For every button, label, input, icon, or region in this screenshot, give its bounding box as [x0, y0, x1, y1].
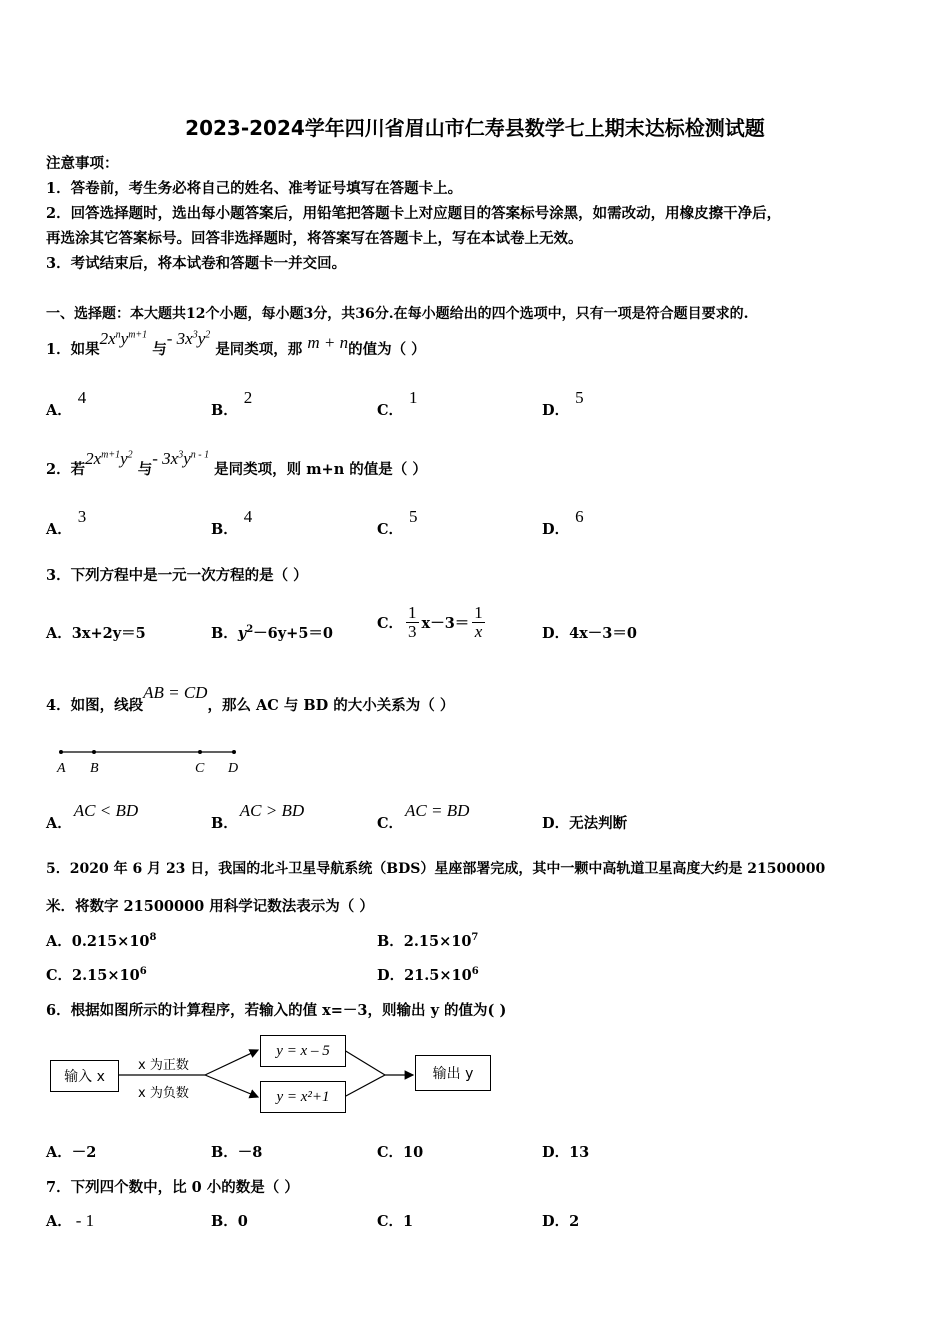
- q5-option-c[interactable]: C．$2.15\times 10^6$: [46, 966, 147, 984]
- q3-option-a[interactable]: A．3x+2y＝5: [46, 625, 146, 642]
- label-c: C: [195, 761, 205, 776]
- question-4: 4．如图，线段AB = CD，那么 AC 与 BD 的大小关系为（ ）: [46, 683, 455, 714]
- label-b: B: [90, 761, 99, 776]
- flow-negative-label: x 为负数: [138, 1086, 189, 1101]
- q1-option-d[interactable]: D．5: [542, 388, 584, 419]
- q3-option-c[interactable]: C． $\frac{1}{3}$ x－3＝ $\frac{1}{x}$: [377, 602, 483, 641]
- q2-prefix: 2．若: [46, 461, 86, 478]
- question-2: [46, 449, 427, 479]
- q7-option-b[interactable]: B．0: [211, 1213, 248, 1230]
- flow-box-positive: y = x – 5: [260, 1035, 346, 1067]
- q5-option-b[interactable]: B．$2.15\times 10^7$: [377, 932, 479, 950]
- label-a: A: [57, 761, 66, 776]
- page-title: 2023-2024学年四川省眉山市仁寿县数学七上期末达标检测试题: [185, 116, 765, 140]
- q2-option-c[interactable]: C．5: [377, 507, 418, 538]
- q2-option-a[interactable]: A．3: [46, 507, 87, 538]
- point-b: [92, 750, 96, 754]
- flow-merge-bottom: [344, 1075, 385, 1097]
- q2-option-b[interactable]: B．4: [211, 507, 253, 538]
- q3-option-d[interactable]: D．4x－3＝0: [542, 625, 637, 642]
- label-d: D: [228, 761, 239, 776]
- flow-input-box: 输入 x: [50, 1060, 119, 1092]
- q6-option-b[interactable]: B．－8: [211, 1144, 263, 1161]
- notice-item: 3．考试结束后，将本试卷和答题卡一并交回。: [46, 255, 347, 272]
- fraction: $\frac{1}{x}$: [474, 602, 483, 641]
- q5-option-d[interactable]: D．$21.5\times 10^6$: [377, 966, 479, 984]
- point-c: [198, 750, 202, 754]
- q6-option-d[interactable]: D．13: [542, 1144, 590, 1161]
- section-heading: 一、选择题：本大题共12个小题，每小题3分，共36分.在每小题给出的四个选项中，只有一项是符合题目要求的.: [46, 306, 749, 322]
- q7-option-d[interactable]: D．2: [542, 1213, 580, 1230]
- question-7: 7．下列四个数中，比 0 小的数是（ ）: [46, 1179, 299, 1196]
- q1-option-c[interactable]: C．1: [377, 388, 418, 419]
- q7-option-c[interactable]: C．1: [377, 1213, 414, 1230]
- q1-mid: 与: [152, 341, 167, 358]
- q1-term1: $2x^ny^{m+1}$: [99, 329, 148, 348]
- question-5-line-2: 米．将数字 21500000 用科学记数法表示为（ ）: [46, 898, 374, 915]
- q1-suffix2: 的值为（ ）: [348, 341, 426, 358]
- flowchart: [0, 1025, 520, 1120]
- question-1: [46, 329, 426, 359]
- q4-option-d[interactable]: D．无法判断: [542, 815, 628, 832]
- notice-item: 2．回答选择题时，选出每小题答案后，用铅笔把答题卡上对应题目的答案标号涂黑，如需改动，用橡皮擦干净后，: [46, 205, 782, 222]
- q3-option-b[interactable]: B．$y^2-6y+5=0$: [211, 624, 334, 642]
- notice-item: 再选涂其它答案标号。回答非选择题时，将答案写在答题卡上，写在本试卷上无效。: [46, 230, 583, 247]
- flow-positive-label: x 为正数: [138, 1058, 189, 1073]
- flow-merge-top: [344, 1050, 385, 1075]
- q5-option-a[interactable]: A．$0.215\times 10^8$: [46, 932, 157, 950]
- q2-suffix: 是同类项，则 m+n 的值是（ ）: [214, 461, 427, 478]
- fraction: $\frac{1}{3}$: [408, 602, 417, 641]
- segment-diagram: [50, 740, 250, 776]
- q4-option-a[interactable]: A．AC < BD: [46, 801, 139, 832]
- q4-expr: AB = CD: [143, 683, 208, 702]
- q2-term1: $2x^{m+1}y^2$: [85, 449, 133, 468]
- q2-mid: 与: [137, 461, 153, 478]
- point-a: [59, 750, 63, 754]
- flow-arrow-top: [205, 1050, 258, 1075]
- question-5-line-1: 5．2020 年 6 月 23 日，我国的北斗卫星导航系统（BDS）星座部署完成，其中一颗中高轨道卫星高度大约是 21500000: [46, 861, 826, 877]
- question-3: 3．下列方程中是一元一次方程的是（ ）: [46, 567, 308, 584]
- question-6: 6．根据如图所示的计算程序，若输入的值 x=－3，则输出 y 的值为( ): [46, 1002, 507, 1019]
- q1-expr: m + n: [307, 333, 349, 352]
- q1-suffix: 是同类项，那: [215, 341, 303, 358]
- notice-item: 1．答卷前，考生务必将自己的姓名、准考证号填写在答题卡上。: [46, 180, 463, 197]
- q2-term2: - $3x^3y^{n - 1}$: [152, 449, 210, 468]
- notice-heading: 注意事项：: [46, 155, 119, 172]
- q1-term2: - $3x^3y^2$: [166, 329, 211, 348]
- flow-output-box: 输出 y: [415, 1055, 491, 1091]
- q1-prefix: 1．如果: [46, 341, 100, 358]
- flow-box-negative: y = x²+1: [260, 1081, 346, 1113]
- q4-option-c[interactable]: C．AC = BD: [377, 801, 470, 832]
- q6-option-a[interactable]: A．－2: [46, 1144, 97, 1161]
- q6-option-c[interactable]: C．10: [377, 1144, 424, 1161]
- q4-option-b[interactable]: B．AC > BD: [211, 801, 305, 832]
- q7-option-a[interactable]: A． - 1: [46, 1211, 95, 1230]
- flow-arrow-bottom: [205, 1075, 258, 1097]
- q1-option-b[interactable]: B．2: [211, 388, 253, 419]
- q1-option-a[interactable]: A．4: [46, 388, 87, 419]
- q2-option-d[interactable]: D．6: [542, 507, 584, 538]
- point-d: [232, 750, 236, 754]
